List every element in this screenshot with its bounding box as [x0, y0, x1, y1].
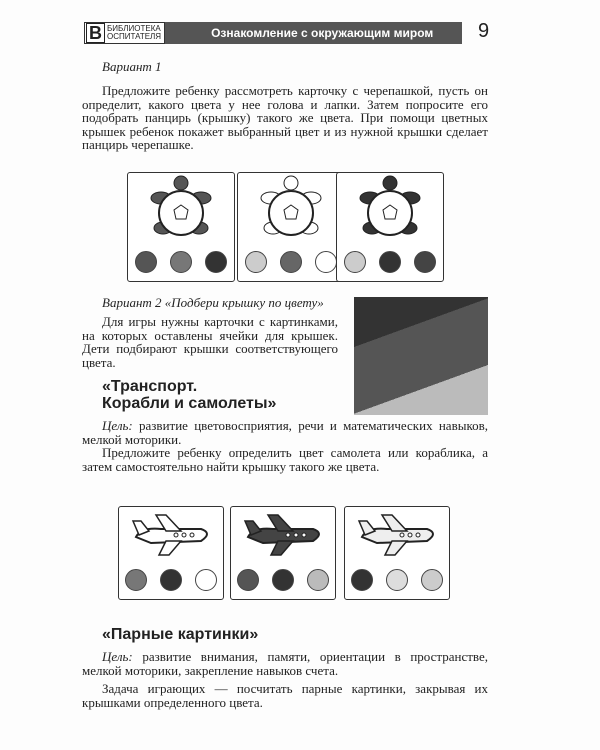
color-cell: [195, 569, 217, 591]
airplane-icon: [119, 507, 223, 562]
chapter-title: Ознакомление с окружающим миром: [211, 26, 434, 40]
color-cell: [315, 251, 337, 273]
variant1-text: Предложите ребенку рассмотреть карточку с черепашкой, пусть он определит, какого цвета у нее голова и лапки. Затем попросите его подобрать панцирь (крышку) такого же цвета. При помощи цветных крышек ребенок покажет выбранный цвет и из нужной крышки сделает панцирь черепашке.: [82, 83, 488, 153]
color-cell: [245, 251, 267, 273]
pairs-text: Задача играющих — посчитать парные картинки, закрывая их крышками определенного цвета.: [82, 681, 488, 710]
pairs-heading: «Парные картинки»: [102, 626, 259, 643]
running-header: [84, 22, 462, 44]
transport-heading: «Транспорт. Корабли и самолеты»: [102, 378, 277, 412]
color-cell: [307, 569, 329, 591]
airplane-icon: [345, 507, 449, 562]
color-cell: [386, 569, 408, 591]
color-cell: [280, 251, 302, 273]
transport-goal: Цель: развитие цветовосприятия, речи и математических навыков, мелкой моторики.: [82, 418, 488, 447]
plane-card: [230, 506, 336, 600]
color-cell: [344, 251, 366, 273]
color-cell: [205, 251, 227, 273]
color-cell: [135, 251, 157, 273]
variant2-label: Вариант 2 «Подбери крышку по цвету»: [102, 295, 324, 310]
airplane-icon: [231, 507, 335, 562]
turtle-icon: [128, 173, 234, 243]
color-cell: [272, 569, 294, 591]
turtle-card: [237, 172, 345, 282]
color-cell: [125, 569, 147, 591]
color-cell: [160, 569, 182, 591]
color-cell: [237, 569, 259, 591]
logo-text: БИБЛИОТЕКА ОСПИТАТЕЛЯ: [107, 24, 162, 41]
color-cell: [170, 251, 192, 273]
variant2-text: Для игры нужны карточки с картинками, на которых оставлены ячейки для крышек. Дети подбирают крышки соответствующего цвета.: [82, 314, 338, 370]
color-cell: [379, 251, 401, 273]
color-cell: [421, 569, 443, 591]
turtle-icon: [337, 173, 443, 243]
color-cell: [414, 251, 436, 273]
logo-letter: В: [86, 23, 105, 43]
variant1-label: Вариант 1: [102, 59, 162, 74]
series-logo: [84, 22, 165, 44]
transport-text: Предложите ребенку определить цвет самолета или кораблика, а затем самостоятельно найти крышку такого же цвета.: [82, 445, 488, 474]
page-number: 9: [478, 20, 490, 42]
turtle-icon: [238, 173, 344, 243]
plane-card: [344, 506, 450, 600]
color-cell: [351, 569, 373, 591]
pairs-goal: Цель: развитие внимания, памяти, ориентации в пространстве, мелкой моторики, закрепление навыков счета.: [82, 649, 488, 678]
turtle-card: [127, 172, 235, 282]
plane-card: [118, 506, 224, 600]
game-photo: [354, 297, 488, 415]
turtle-card: [336, 172, 444, 282]
